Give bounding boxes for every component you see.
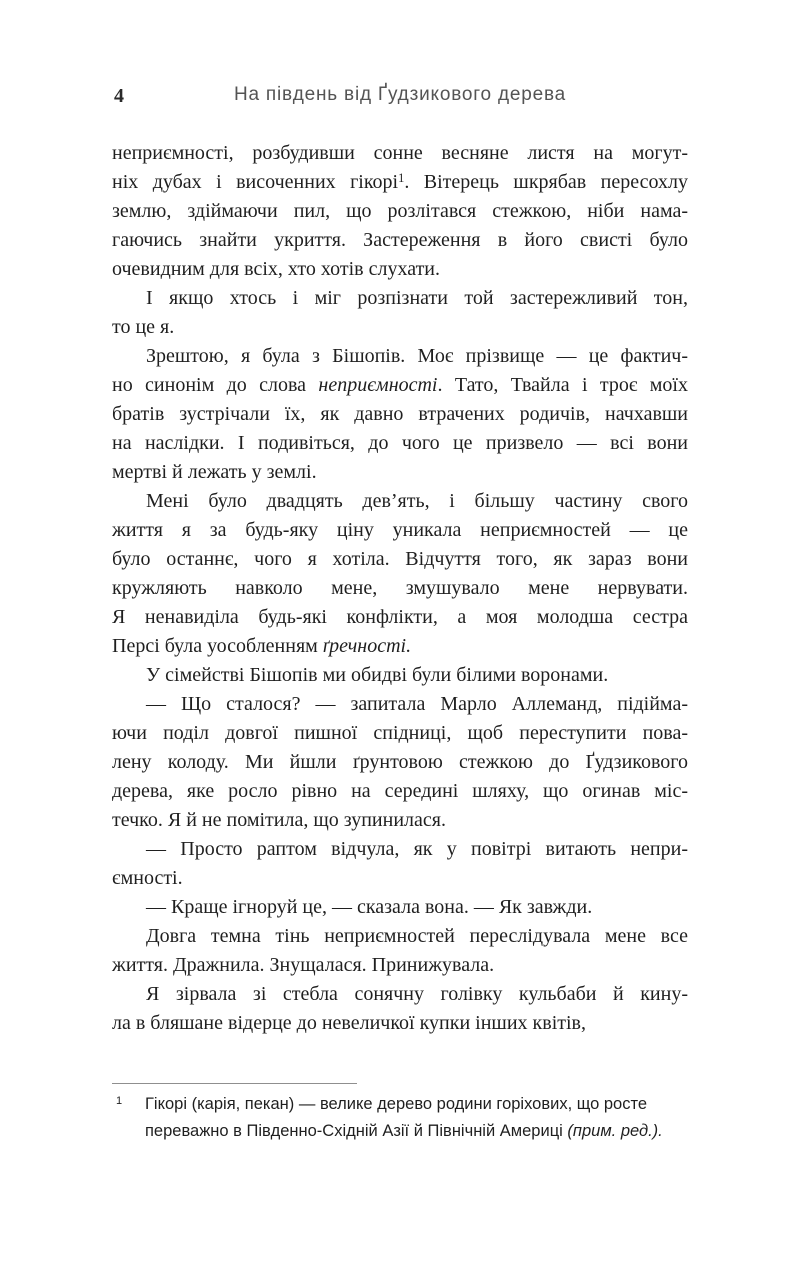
body-line: І якщо хтось і міг розпізнати той застережливий тон, <box>146 287 688 309</box>
footnote-marker: 1 <box>116 1095 123 1107</box>
body-text <box>112 139 688 1038</box>
paragraph <box>112 980 688 1038</box>
body-line: то це я. <box>112 316 175 338</box>
body-line: життя я за будь-яку ціну уникала неприємностей — це <box>112 519 688 541</box>
body-line: Персі була уособленням ґречності. <box>112 635 412 657</box>
body-line: Я зірвала зі стебла сонячну голівку кульбаби й кину- <box>146 983 688 1005</box>
body-line: кружляють навколо мене, змушувало мене нервувати. <box>112 577 688 599</box>
body-line: Мені було двадцять дев’ять, і більшу частину свого <box>146 490 688 512</box>
paragraph <box>112 487 688 661</box>
paragraph <box>112 835 688 893</box>
footnote-text <box>112 1091 688 1145</box>
body-line: — Що сталося? — запитала Марло Аллеманд, підійма- <box>146 693 688 715</box>
body-line: но синонім до слова неприємності. Тато, Твайла і троє моїх <box>112 374 688 396</box>
body-line: ла в бляшане відерце до невеличкої купки інших квітів, <box>112 1012 586 1034</box>
paragraph <box>112 661 688 690</box>
paragraph <box>112 690 688 835</box>
body-line: мертві й лежать у землі. <box>112 461 317 483</box>
body-line: землю, здіймаючи пил, що розлітався стежкою, ніби нама- <box>112 200 688 222</box>
paragraph <box>112 922 688 980</box>
body-line: ніх дубах і височенних гікорі$^1$. Вітерець шкрябав пересохлу <box>112 171 688 193</box>
body-line: Зрештою, я була з Бішопів. Моє прізвище — це фактич- <box>146 345 688 367</box>
footnote-line: переважно в Південно-Східній Азії й Північній Америці (прим. ред.). <box>145 1122 663 1140</box>
body-line: Довга темна тінь неприємностей переслідувала мене все <box>146 925 688 947</box>
footnote <box>112 1091 688 1145</box>
body-line: течко. Я й не помітила, що зупинилася. <box>112 809 446 831</box>
footnote-divider <box>112 1083 357 1084</box>
body-line: на наслідки. І подивіться, до чого це призвело — всі вони <box>112 432 688 454</box>
footnote-line: Гікорі (карія, пекан) — велике дерево родини горіхових, що росте <box>145 1095 648 1113</box>
body-line: ємності. <box>112 867 183 889</box>
body-line: братів зустрічали їх, як давно втрачених родичів, начхавши <box>112 403 688 425</box>
page-number: 4 <box>114 85 124 107</box>
body-line: дерева, яке росло рівно на середині шляху, що огинав міс- <box>112 780 688 802</box>
paragraph <box>112 284 688 342</box>
body-line: ючи поділ довгої пишної спідниці, щоб переступити пова- <box>112 722 688 744</box>
body-line: очевидним для всіх, хто хотів слухати. <box>112 258 441 280</box>
body-line: гаючись знайти укриття. Застереження в його свисті було <box>112 229 688 251</box>
paragraph <box>112 139 688 284</box>
body-line: було останнє, чого я хотіла. Відчуття того, як зараз вони <box>112 548 688 570</box>
running-head: На південь від Ґудзикового дерева <box>233 84 567 105</box>
paragraph <box>112 893 688 922</box>
body-line: лену колоду. Ми йшли ґрунтовою стежкою до Ґудзикового <box>112 751 688 773</box>
body-line: неприємності, розбудивши сонне весняне листя на могут- <box>112 142 688 164</box>
body-line: Я ненавиділа будь-які конфлікти, а моя молодша сестра <box>112 606 688 628</box>
body-line: У сімействі Бішопів ми обидві були білими воронами. <box>146 664 609 686</box>
paragraph <box>112 342 688 487</box>
page-header <box>112 84 688 110</box>
body-line: — Краще ігноруй це, — сказала вона. — Як завжди. <box>146 896 593 918</box>
body-line: — Просто раптом відчула, як у повітрі витають непри- <box>146 838 688 860</box>
body-line: життя. Дражнила. Знущалася. Принижувала. <box>112 954 495 976</box>
